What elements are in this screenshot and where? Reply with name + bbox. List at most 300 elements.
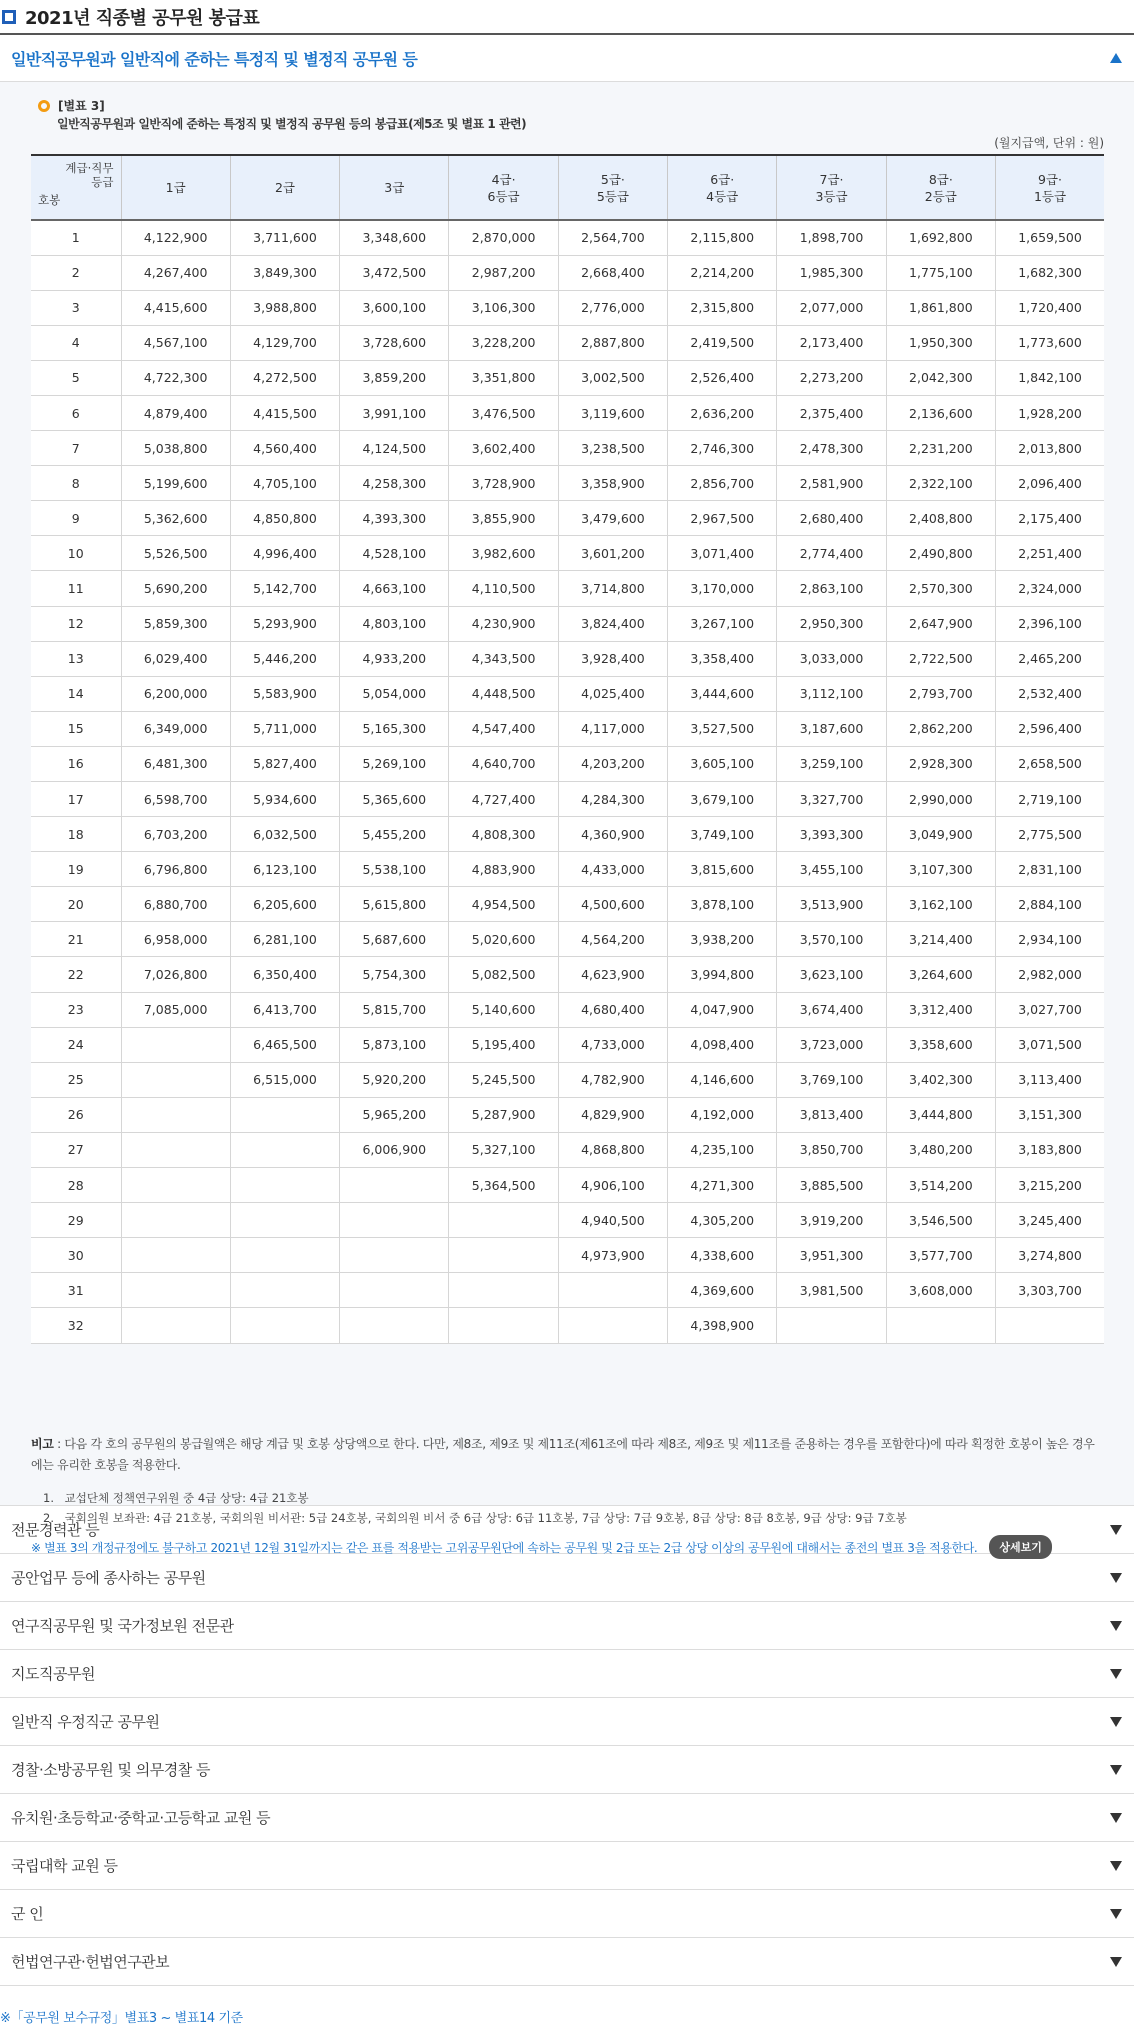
square-bullet-icon <box>2 10 16 24</box>
grade-header-5: 5급· 5등급 <box>558 155 667 220</box>
table-row <box>31 290 1104 325</box>
table-row <box>31 782 1104 817</box>
table-header-row <box>31 155 1104 220</box>
salary-cell: 3,577,700 <box>886 1238 995 1273</box>
step-cell: 26 <box>31 1097 121 1132</box>
salary-cell: 5,526,500 <box>121 536 230 571</box>
salary-cell: 4,110,500 <box>449 571 558 606</box>
salary-cell <box>449 1238 558 1273</box>
salary-cell: 5,140,600 <box>449 992 558 1027</box>
salary-cell: 4,230,900 <box>449 606 558 641</box>
salary-cell: 2,774,400 <box>777 536 886 571</box>
salary-cell <box>230 1238 339 1273</box>
step-cell: 9 <box>31 501 121 536</box>
table-row <box>31 1027 1104 1062</box>
salary-cell: 3,455,100 <box>777 852 886 887</box>
step-cell: 7 <box>31 431 121 466</box>
grade-header-7: 7급· 3등급 <box>777 155 886 220</box>
salary-cell: 4,192,000 <box>668 1097 777 1132</box>
page-title: 2021년 직종별 공무원 봉급표 <box>25 7 260 29</box>
salary-cell: 3,476,500 <box>449 395 558 430</box>
salary-cell: 2,722,500 <box>886 641 995 676</box>
grade-header-6: 6급· 4등급 <box>668 155 777 220</box>
note-text: 교섭단체 정책연구위원 중 4급 상당: 4급 21호봉 <box>61 1491 309 1505</box>
salary-cell: 5,365,600 <box>340 782 449 817</box>
salary-cell: 3,938,200 <box>668 922 777 957</box>
salary-cell <box>230 1168 339 1203</box>
detail-button[interactable]: 상세보기 <box>989 1535 1052 1559</box>
salary-cell: 4,879,400 <box>121 395 230 430</box>
salary-cell: 3,813,400 <box>777 1097 886 1132</box>
salary-cell: 2,987,200 <box>449 255 558 290</box>
accordion-header-general[interactable] <box>0 35 1134 82</box>
salary-cell: 3,546,500 <box>886 1203 995 1238</box>
salary-cell: 3,170,000 <box>668 571 777 606</box>
salary-cell: 3,071,400 <box>668 536 777 571</box>
accordion-item[interactable] <box>0 1890 1134 1938</box>
circle-bullet-icon <box>38 100 50 112</box>
salary-cell: 5,038,800 <box>121 431 230 466</box>
table-row <box>31 325 1104 360</box>
salary-cell: 5,362,600 <box>121 501 230 536</box>
table-row <box>31 220 1104 255</box>
salary-cell: 5,583,900 <box>230 676 339 711</box>
salary-cell <box>230 1203 339 1238</box>
salary-cell: 3,267,100 <box>668 606 777 641</box>
salary-cell: 6,481,300 <box>121 746 230 781</box>
step-cell: 28 <box>31 1168 121 1203</box>
step-cell: 19 <box>31 852 121 887</box>
table-row <box>31 641 1104 676</box>
salary-cell: 3,723,000 <box>777 1027 886 1062</box>
salary-cell: 2,636,200 <box>668 395 777 430</box>
triangle-up-icon[interactable] <box>1110 53 1122 63</box>
salary-cell: 4,705,100 <box>230 466 339 501</box>
salary-cell: 1,659,500 <box>996 220 1105 255</box>
accordion-item-title: 경찰·소방공무원 및 의무경찰 등 <box>11 1761 210 1779</box>
salary-cell: 5,690,200 <box>121 571 230 606</box>
step-cell: 15 <box>31 711 121 746</box>
salary-cell: 4,500,600 <box>558 887 667 922</box>
step-cell: 1 <box>31 220 121 255</box>
salary-cell: 3,728,600 <box>340 325 449 360</box>
salary-cell: 2,719,100 <box>996 782 1105 817</box>
salary-cell: 6,465,500 <box>230 1027 339 1062</box>
salary-cell: 3,002,500 <box>558 360 667 395</box>
salary-cell: 3,514,200 <box>886 1168 995 1203</box>
salary-cell: 3,981,500 <box>777 1273 886 1308</box>
salary-cell: 3,162,100 <box>886 887 995 922</box>
table-subtitle: 일반직공무원과 일반직에 준하는 특정직 및 별정직 공무원 등의 봉급표(제5조 및 별표 1 관련) <box>57 117 527 131</box>
salary-cell: 1,775,100 <box>886 255 995 290</box>
step-cell: 18 <box>31 817 121 852</box>
triangle-down-icon[interactable] <box>1110 1573 1122 1583</box>
salary-cell: 1,898,700 <box>777 220 886 255</box>
salary-cell: 2,990,000 <box>886 782 995 817</box>
step-cell: 13 <box>31 641 121 676</box>
table-row <box>31 676 1104 711</box>
accordion-item[interactable] <box>0 1938 1134 1986</box>
salary-cell: 2,526,400 <box>668 360 777 395</box>
salary-cell: 3,480,200 <box>886 1132 995 1167</box>
salary-cell: 1,950,300 <box>886 325 995 360</box>
triangle-down-icon[interactable] <box>1110 1621 1122 1631</box>
salary-cell: 3,106,300 <box>449 290 558 325</box>
salary-cell: 3,513,900 <box>777 887 886 922</box>
salary-cell <box>340 1203 449 1238</box>
note-list <box>43 1488 907 1528</box>
triangle-down-icon[interactable] <box>1110 1909 1122 1919</box>
salary-cell: 3,600,100 <box>340 290 449 325</box>
accordion-item-title: 헌법연구관·헌법연구관보 <box>11 1953 170 1971</box>
salary-cell: 2,532,400 <box>996 676 1105 711</box>
table-row <box>31 1062 1104 1097</box>
source-note: ※「공무원 보수규정」별표3 ~ 별표14 기준 <box>0 2011 243 2026</box>
salary-cell <box>340 1308 449 1343</box>
salary-cell <box>121 1027 230 1062</box>
salary-cell: 4,680,400 <box>558 992 667 1027</box>
table-row <box>31 992 1104 1027</box>
table-row <box>31 571 1104 606</box>
salary-cell: 3,885,500 <box>777 1168 886 1203</box>
salary-cell: 3,728,900 <box>449 466 558 501</box>
salary-cell: 4,369,600 <box>668 1273 777 1308</box>
triangle-down-icon[interactable] <box>1110 1525 1122 1535</box>
salary-cell: 4,284,300 <box>558 782 667 817</box>
salary-cell: 3,605,100 <box>668 746 777 781</box>
salary-cell: 5,965,200 <box>340 1097 449 1132</box>
table-row <box>31 887 1104 922</box>
salary-cell: 6,349,000 <box>121 711 230 746</box>
table-row <box>31 395 1104 430</box>
salary-cell: 2,862,200 <box>886 711 995 746</box>
step-cell: 21 <box>31 922 121 957</box>
accordion-item-title: 지도직공무원 <box>11 1665 95 1683</box>
salary-cell: 2,570,300 <box>886 571 995 606</box>
accordion-item[interactable] <box>0 1650 1134 1698</box>
salary-cell <box>996 1308 1105 1343</box>
salary-cell: 3,769,100 <box>777 1062 886 1097</box>
salary-cell: 4,803,100 <box>340 606 449 641</box>
salary-cell: 3,472,500 <box>340 255 449 290</box>
salary-cell: 5,859,300 <box>121 606 230 641</box>
step-cell: 25 <box>31 1062 121 1097</box>
remark-body: : 다음 각 호의 공무원의 봉급월액은 해당 계급 및 호봉 상당액으로 한다. 다만, 제8조, 제9조 및 제11조(제61조에 따라 제8조, 제9조 및 제11조를 준용하는 경우를 포함한다)에 따라 획정한 호봉이 높은 경우에는 유리한 호봉을 적용한다. <box>31 1437 1095 1472</box>
accordion-item[interactable] <box>0 1842 1134 1890</box>
salary-cell: 2,419,500 <box>668 325 777 360</box>
salary-cell: 3,608,000 <box>886 1273 995 1308</box>
salary-cell: 4,996,400 <box>230 536 339 571</box>
salary-cell: 5,020,600 <box>449 922 558 957</box>
accordion-item[interactable] <box>0 1554 1134 1602</box>
salary-cell: 5,364,500 <box>449 1168 558 1203</box>
salary-cell: 6,880,700 <box>121 887 230 922</box>
salary-cell: 5,165,300 <box>340 711 449 746</box>
salary-cell: 5,934,600 <box>230 782 339 817</box>
salary-cell: 4,933,200 <box>340 641 449 676</box>
table-row <box>31 1203 1104 1238</box>
table-label <box>38 97 105 114</box>
salary-cell: 4,415,500 <box>230 395 339 430</box>
accordion-item-title: 국립대학 교원 등 <box>11 1857 118 1875</box>
salary-cell <box>230 1273 339 1308</box>
salary-cell <box>340 1168 449 1203</box>
accordion-list <box>0 1506 1134 1986</box>
salary-cell <box>121 1238 230 1273</box>
footnote-text: ※ 별표 3의 개정규정에도 불구하고 2021년 12월 31일까지는 같은 표를 적용받는 고위공무원단에 속하는 공무원 및 2급 또는 2급 상당 이상의 공무원에 대해서는 종전의 별표 3을 적용한다. <box>31 1540 978 1555</box>
triangle-down-icon[interactable] <box>1110 1861 1122 1871</box>
salary-cell: 4,047,900 <box>668 992 777 1027</box>
step-cell: 10 <box>31 536 121 571</box>
salary-cell: 3,238,500 <box>558 431 667 466</box>
grade-header-3: 3급 <box>340 155 449 220</box>
salary-cell: 4,868,800 <box>558 1132 667 1167</box>
salary-cell: 3,714,800 <box>558 571 667 606</box>
salary-cell: 7,085,000 <box>121 992 230 1027</box>
step-cell: 27 <box>31 1132 121 1167</box>
salary-cell: 3,259,100 <box>777 746 886 781</box>
salary-cell: 6,205,600 <box>230 887 339 922</box>
salary-cell: 2,408,800 <box>886 501 995 536</box>
table-body <box>31 220 1104 1343</box>
salary-cell: 2,173,400 <box>777 325 886 360</box>
salary-cell: 2,273,200 <box>777 360 886 395</box>
step-cell: 12 <box>31 606 121 641</box>
salary-cell: 3,919,200 <box>777 1203 886 1238</box>
step-cell: 32 <box>31 1308 121 1343</box>
note-item <box>43 1488 907 1508</box>
table-row <box>31 255 1104 290</box>
table-row <box>31 957 1104 992</box>
salary-cell: 3,187,600 <box>777 711 886 746</box>
salary-cell: 3,602,400 <box>449 431 558 466</box>
salary-cell: 1,692,800 <box>886 220 995 255</box>
salary-cell: 2,136,600 <box>886 395 995 430</box>
salary-table <box>31 154 1104 1344</box>
grade-header-8: 8급· 2등급 <box>886 155 995 220</box>
salary-cell: 3,855,900 <box>449 501 558 536</box>
salary-cell: 4,098,400 <box>668 1027 777 1062</box>
salary-cell: 4,393,300 <box>340 501 449 536</box>
salary-cell: 2,396,100 <box>996 606 1105 641</box>
salary-cell: 3,215,200 <box>996 1168 1105 1203</box>
salary-cell: 4,940,500 <box>558 1203 667 1238</box>
salary-cell: 1,720,400 <box>996 290 1105 325</box>
salary-cell <box>121 1168 230 1203</box>
triangle-down-icon[interactable] <box>1110 1957 1122 1967</box>
grade-header-2: 2급 <box>230 155 339 220</box>
step-cell: 5 <box>31 360 121 395</box>
salary-cell: 2,831,100 <box>996 852 1105 887</box>
table-row <box>31 1308 1104 1343</box>
salary-cell: 2,928,300 <box>886 746 995 781</box>
salary-cell <box>558 1308 667 1343</box>
salary-cell: 6,350,400 <box>230 957 339 992</box>
table-row <box>31 1238 1104 1273</box>
salary-cell <box>449 1273 558 1308</box>
salary-cell: 3,303,700 <box>996 1273 1105 1308</box>
salary-cell: 3,358,400 <box>668 641 777 676</box>
salary-cell: 2,315,800 <box>668 290 777 325</box>
salary-cell: 5,199,600 <box>121 466 230 501</box>
salary-cell: 3,479,600 <box>558 501 667 536</box>
step-cell: 22 <box>31 957 121 992</box>
salary-cell: 4,272,500 <box>230 360 339 395</box>
salary-cell: 3,988,800 <box>230 290 339 325</box>
salary-cell: 1,842,100 <box>996 360 1105 395</box>
salary-cell: 3,849,300 <box>230 255 339 290</box>
salary-cell: 2,680,400 <box>777 501 886 536</box>
salary-cell: 3,119,600 <box>558 395 667 430</box>
salary-cell: 4,973,900 <box>558 1238 667 1273</box>
table-label-text: [별표 3] <box>58 99 105 113</box>
grade-header-4: 4급· 6등급 <box>449 155 558 220</box>
salary-cell: 4,124,500 <box>340 431 449 466</box>
salary-cell: 2,490,800 <box>886 536 995 571</box>
accordion-item-title: 전문경력관 등 <box>11 1521 100 1539</box>
step-cell: 11 <box>31 571 121 606</box>
salary-cell: 2,231,200 <box>886 431 995 466</box>
salary-cell: 6,515,000 <box>230 1062 339 1097</box>
table-row <box>31 1168 1104 1203</box>
salary-cell: 2,887,800 <box>558 325 667 360</box>
step-cell: 17 <box>31 782 121 817</box>
salary-cell: 5,195,400 <box>449 1027 558 1062</box>
salary-cell: 6,796,800 <box>121 852 230 887</box>
salary-cell: 4,727,400 <box>449 782 558 817</box>
footnote <box>31 1535 1052 1559</box>
salary-cell <box>121 1273 230 1308</box>
salary-cell: 4,567,100 <box>121 325 230 360</box>
salary-cell: 3,033,000 <box>777 641 886 676</box>
salary-cell: 3,444,800 <box>886 1097 995 1132</box>
salary-cell: 4,547,400 <box>449 711 558 746</box>
salary-cell: 2,324,000 <box>996 571 1105 606</box>
triangle-down-icon[interactable] <box>1110 1717 1122 1727</box>
salary-cell: 3,245,400 <box>996 1203 1105 1238</box>
step-cell: 20 <box>31 887 121 922</box>
salary-cell: 2,863,100 <box>777 571 886 606</box>
salary-cell <box>121 1308 230 1343</box>
salary-cell: 3,824,400 <box>558 606 667 641</box>
salary-cell: 2,950,300 <box>777 606 886 641</box>
salary-cell: 3,214,400 <box>886 922 995 957</box>
salary-cell: 4,850,800 <box>230 501 339 536</box>
table-row <box>31 431 1104 466</box>
salary-cell: 2,658,500 <box>996 746 1105 781</box>
salary-cell: 5,615,800 <box>340 887 449 922</box>
salary-cell: 4,883,900 <box>449 852 558 887</box>
salary-cell: 4,122,900 <box>121 220 230 255</box>
salary-cell <box>230 1308 339 1343</box>
salary-cell: 3,994,800 <box>668 957 777 992</box>
salary-cell: 4,448,500 <box>449 676 558 711</box>
salary-cell: 3,623,100 <box>777 957 886 992</box>
accordion-item[interactable] <box>0 1602 1134 1650</box>
step-cell: 8 <box>31 466 121 501</box>
salary-cell: 3,358,900 <box>558 466 667 501</box>
salary-cell: 2,776,000 <box>558 290 667 325</box>
step-cell: 16 <box>31 746 121 781</box>
salary-cell: 6,006,900 <box>340 1132 449 1167</box>
salary-cell: 3,228,200 <box>449 325 558 360</box>
salary-cell: 4,829,900 <box>558 1097 667 1132</box>
accordion-item[interactable] <box>0 1794 1134 1842</box>
salary-cell: 3,679,100 <box>668 782 777 817</box>
accordion-item-title: 공안업무 등에 종사하는 공무원 <box>11 1569 206 1587</box>
salary-cell: 3,815,600 <box>668 852 777 887</box>
salary-cell: 3,982,600 <box>449 536 558 571</box>
table-row <box>31 746 1104 781</box>
salary-cell: 7,026,800 <box>121 957 230 992</box>
page-header <box>0 0 1134 35</box>
note-number: 2. <box>43 1511 54 1525</box>
salary-cell: 2,746,300 <box>668 431 777 466</box>
step-cell: 24 <box>31 1027 121 1062</box>
salary-cell: 2,934,100 <box>996 922 1105 957</box>
salary-cell <box>558 1273 667 1308</box>
salary-cell: 4,722,300 <box>121 360 230 395</box>
table-row <box>31 536 1104 571</box>
salary-cell: 3,850,700 <box>777 1132 886 1167</box>
salary-cell: 3,351,800 <box>449 360 558 395</box>
salary-cell: 3,264,600 <box>886 957 995 992</box>
salary-cell: 3,274,800 <box>996 1238 1105 1273</box>
salary-cell: 5,687,600 <box>340 922 449 957</box>
salary-cell: 3,402,300 <box>886 1062 995 1097</box>
salary-cell: 4,733,000 <box>558 1027 667 1062</box>
salary-cell: 2,096,400 <box>996 466 1105 501</box>
salary-cell: 2,581,900 <box>777 466 886 501</box>
step-cell: 2 <box>31 255 121 290</box>
accordion-item-title: 연구직공무원 및 국가정보원 전문관 <box>11 1617 234 1635</box>
salary-cell <box>121 1132 230 1167</box>
accordion-item[interactable] <box>0 1746 1134 1794</box>
triangle-down-icon[interactable] <box>1110 1669 1122 1679</box>
remark-text <box>31 1434 1104 1476</box>
salary-cell: 4,258,300 <box>340 466 449 501</box>
salary-cell <box>340 1273 449 1308</box>
salary-cell: 3,711,600 <box>230 220 339 255</box>
salary-cell: 3,527,500 <box>668 711 777 746</box>
salary-cell: 2,856,700 <box>668 466 777 501</box>
salary-cell: 4,415,600 <box>121 290 230 325</box>
salary-cell: 5,054,000 <box>340 676 449 711</box>
salary-cell: 3,444,600 <box>668 676 777 711</box>
salary-cell: 2,793,700 <box>886 676 995 711</box>
salary-cell: 4,954,500 <box>449 887 558 922</box>
salary-cell: 2,870,000 <box>449 220 558 255</box>
table-row <box>31 817 1104 852</box>
salary-cell: 2,596,400 <box>996 711 1105 746</box>
salary-cell <box>121 1203 230 1238</box>
triangle-down-icon[interactable] <box>1110 1765 1122 1775</box>
salary-cell: 4,640,700 <box>449 746 558 781</box>
step-cell: 23 <box>31 992 121 1027</box>
salary-cell <box>340 1238 449 1273</box>
accordion-item[interactable] <box>0 1698 1134 1746</box>
salary-cell: 4,360,900 <box>558 817 667 852</box>
salary-cell: 2,884,100 <box>996 887 1105 922</box>
triangle-down-icon[interactable] <box>1110 1813 1122 1823</box>
salary-cell: 2,478,300 <box>777 431 886 466</box>
table-row <box>31 711 1104 746</box>
salary-cell: 5,293,900 <box>230 606 339 641</box>
salary-cell <box>449 1203 558 1238</box>
salary-cell: 2,322,100 <box>886 466 995 501</box>
salary-cell: 5,873,100 <box>340 1027 449 1062</box>
salary-cell: 5,142,700 <box>230 571 339 606</box>
